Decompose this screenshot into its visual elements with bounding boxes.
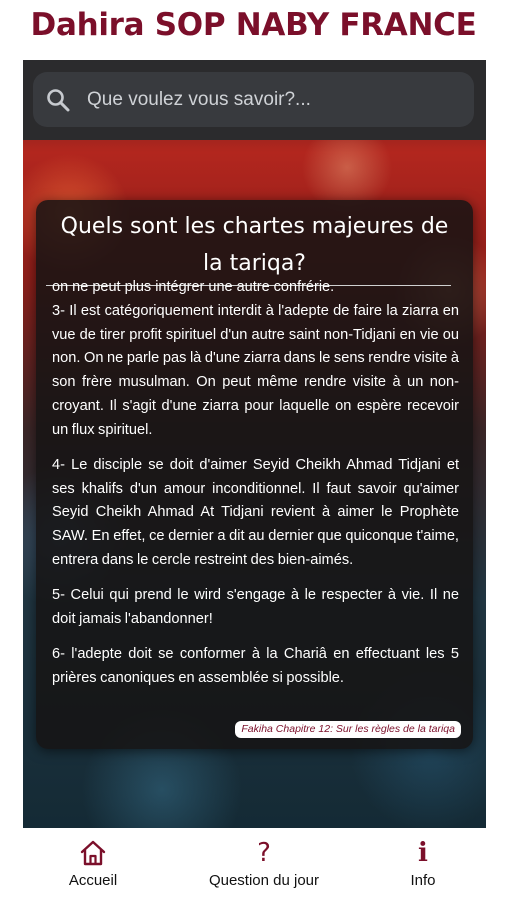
info-icon: i bbox=[418, 838, 428, 868]
search-box[interactable] bbox=[33, 72, 474, 127]
nav-item-info[interactable] bbox=[400, 838, 446, 889]
question-mark-icon: ? bbox=[257, 838, 271, 868]
nav-item-accueil[interactable] bbox=[62, 838, 124, 889]
source-citation-badge: Fakiha Chapitre 12: Sur les règles de la tariqa bbox=[235, 721, 461, 738]
nav-label: Question du jour bbox=[208, 872, 320, 889]
search-input[interactable] bbox=[85, 80, 459, 120]
answer-card bbox=[36, 200, 473, 749]
answer-paragraph: 6- l'adepte doit se conformer à la Chariâ en effectuant les 5 prières canoniques en assemblée si possible. bbox=[52, 646, 459, 686]
clipped-text-line: on ne peut plus intégrer une autre confrérie. bbox=[52, 279, 335, 295]
bottom-navigation bbox=[0, 828, 507, 900]
answer-scroll-area[interactable] bbox=[52, 279, 459, 708]
answer-paragraph: 3- Il est catégoriquement interdit à l'adepte de faire la ziarra en vue de tirer profit spirituel d'un autre saint non-Tidjani en vie ou non. On ne parle pas là d'une ziarra dans le sens rendre visite à son frère musulman. On peut même rendre visite à un non-croyant. Il s'agit d'une ziarra pour laquelle on espère recevoir un flux spirituel. bbox=[52, 303, 459, 438]
search-bar bbox=[23, 60, 486, 140]
search-icon bbox=[45, 87, 71, 113]
answer-paragraph: 4- Le disciple se doit d'aimer Seyid Cheikh Ahmad Tidjani et ses khalifs d'un amour inconditionnel. Il faut savoir qu'aimer Seyid Cheikh Ahmad At Tidjani revient à aimer le Prophète SAW. En effet, ce dernier a dit au dernier que quiconque t'aime, entrera dans le cercle restreint des bien-aimés. bbox=[52, 457, 459, 568]
answer-paragraph: 5- Celui qui prend le wird s'engage à le respecter à vie. Il ne doit jamais l'abandonner! bbox=[52, 587, 459, 627]
app-title: Dahira SOP NABY FRANCE bbox=[30, 7, 477, 43]
content-screen bbox=[23, 60, 486, 828]
nav-label: Accueil bbox=[68, 872, 118, 889]
nav-item-question-du-jour[interactable] bbox=[196, 838, 332, 889]
home-icon bbox=[79, 838, 107, 868]
nav-label: Info bbox=[410, 872, 436, 889]
question-title: Quels sont les chartes majeures de la tariqa? bbox=[60, 214, 449, 276]
